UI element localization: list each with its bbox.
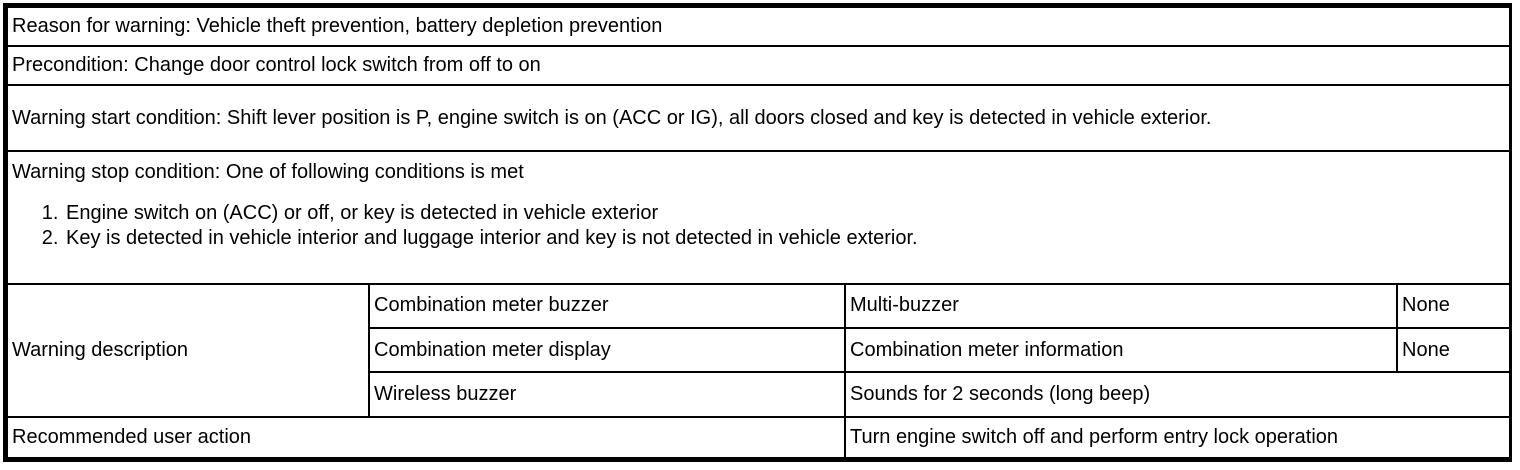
reason-row <box>7 7 1510 46</box>
stop-condition-cell <box>7 151 1510 283</box>
description-detail: Multi-buzzer <box>845 284 1397 328</box>
stop-condition-row <box>7 151 1510 283</box>
stop-condition-item: 1. Engine switch on (ACC) or off, or key is detected in vehicle exterior <box>64 201 1505 226</box>
start-condition-cell: Warning start condition: Shift lever position is P, engine switch is on (ACC or IG), all doors closed and key is detected in vehicle exterior. <box>7 85 1510 151</box>
description-item: Combination meter display <box>369 328 845 372</box>
description-value: None <box>1397 328 1510 372</box>
description-value: None <box>1397 284 1510 328</box>
start-condition-row <box>7 85 1510 151</box>
recommended-action-row <box>7 417 1510 458</box>
description-detail: Sounds for 2 seconds (long beep) <box>845 372 1510 416</box>
warning-description-row <box>7 284 1510 328</box>
stop-condition-list <box>12 201 1505 251</box>
precondition-cell: Precondition: Change door control lock switch from off to on <box>7 46 1510 85</box>
recommended-action-label: Recommended user action <box>7 417 845 458</box>
precondition-row <box>7 46 1510 85</box>
stop-condition-item: 2. Key is detected in vehicle interior and luggage interior and key is not detected in vehicle exterior. <box>64 226 1505 251</box>
description-item: Wireless buzzer <box>369 372 845 416</box>
description-detail: Combination meter information <box>845 328 1397 372</box>
reason-cell: Reason for warning: Vehicle theft prevention, battery depletion prevention <box>7 7 1510 46</box>
warning-table <box>6 6 1511 459</box>
stop-condition-heading: Warning stop condition: One of following conditions is met <box>12 161 524 184</box>
warning-description-label: Warning description <box>7 284 369 417</box>
warning-table-container <box>3 3 1512 462</box>
description-item: Combination meter buzzer <box>369 284 845 328</box>
recommended-action-value: Turn engine switch off and perform entry lock operation <box>845 417 1510 458</box>
